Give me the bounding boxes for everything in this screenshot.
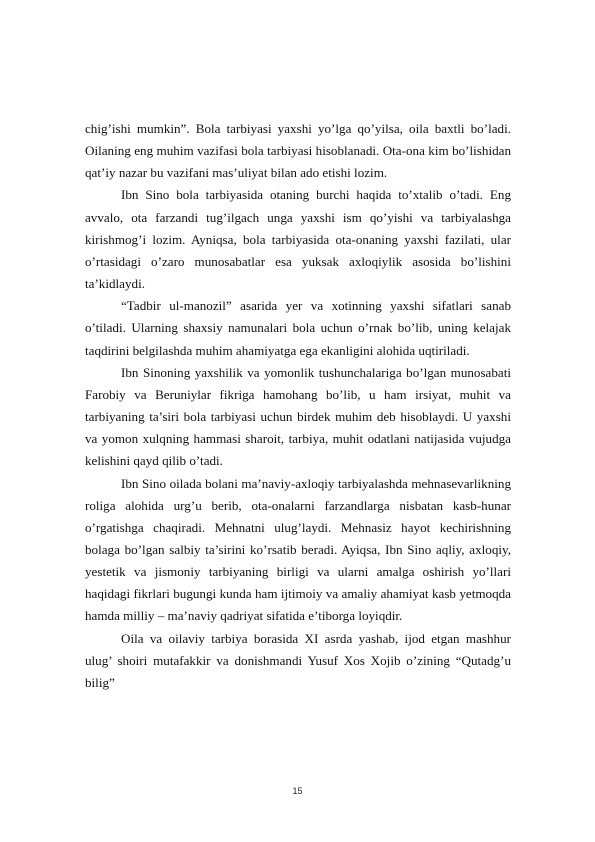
paragraph-tadbir-ul-manozil: “Tadbir ul-manozil” asarida yer va xotinning yaxshi sifatlari sanab o’tiladi. Ularning shaxsiy namunalari bola uchun o’rnak bo’lib, uning kelajak taqdirini belgilashda muhim ahamiyatga ega ekanligini alohida uqtiriladi. (85, 298, 511, 358)
paragraph-ibn-sino-father-duty: Ibn Sino bola tarbiyasida otaning burchi haqida to’xtalib o’tadi. Eng avvalo, ota farzandi tug’ilgach unga yaxshi ism qo’yishi va tarbiyalashga kirishmog’i lozim. Ayniqsa, bola tarbiyasida ota-onaning yaxshi fazilati, ular o’rtasidagi o’zaro munosabatlar esa yuksak axloqiylik asosida bo’lishini ta’kidlaydi. (85, 187, 511, 292)
paragraph-good-and-evil: Ibn Sinoning yaxshilik va yomonlik tushunchalariga bo’lgan munosabati Farobiy va Beruniylar fikriga hamohang bo’lib, u ham irsiyat, muhit va tarbiyaning ta’siri bola tarbiyasi uchun birdek muhim deb hisoblaydi. U yaxshi va yomon xulqning hammasi sharoit, tarbiya, muhit odatlani natijasida vujudga kelishini qayd qilib o’tadi. (85, 364, 511, 469)
paragraph-labor-education: Ibn Sino oilada bolani ma’naviy-axloqiy tarbiyalashda mehnasevarlikning roliga alohida urg’u berib, ota-onalarni farzandlarga nisbatan kasb-hunar o’rgatishga chaqiradi. Mehnatni ulug’laydi. Mehnasiz hayot kechirishning bolaga bo’lgan salbiy ta’sirini ko’rsatib beradi. Ayiqsa, Ibn Sino aqliy, axloqiy, yestetik va jismoniy tarbiyaning birligi va ularni amalga oshirish yo’llari haqidagi fikrlari bugungi kunda ham ijtimoiy va amaliy ahamiyat kasb yetmoqda hamda milliy – ma’naviy qadriyat sifatida e’tiborga loyiqdir. (85, 475, 511, 624)
paragraph-yusuf-xos-xojib: Oila va oilaviy tarbiya borasida XI asrda yashab, ijod etgan mashhur ulug’ shoiri mutafakkir va donishmandi Yusuf Xos Xojib o’zining “Qutadg’u bilig” (85, 630, 511, 690)
paragraph-continuation: chig’ishi mumkin”. Bola tarbiyasi yaxshi yo’lga qo’yilsa, oila baxtli bo’ladi. Oilaning eng muhim vazifasi bola tarbiyasi hisoblanadi. Ota-ona kim bo’lishidan qat’iy nazar bu vazifani mas’uliyat bilan ado etishi lozim. (85, 121, 511, 181)
page-number: 15 (292, 786, 303, 796)
body-text (85, 118, 511, 694)
